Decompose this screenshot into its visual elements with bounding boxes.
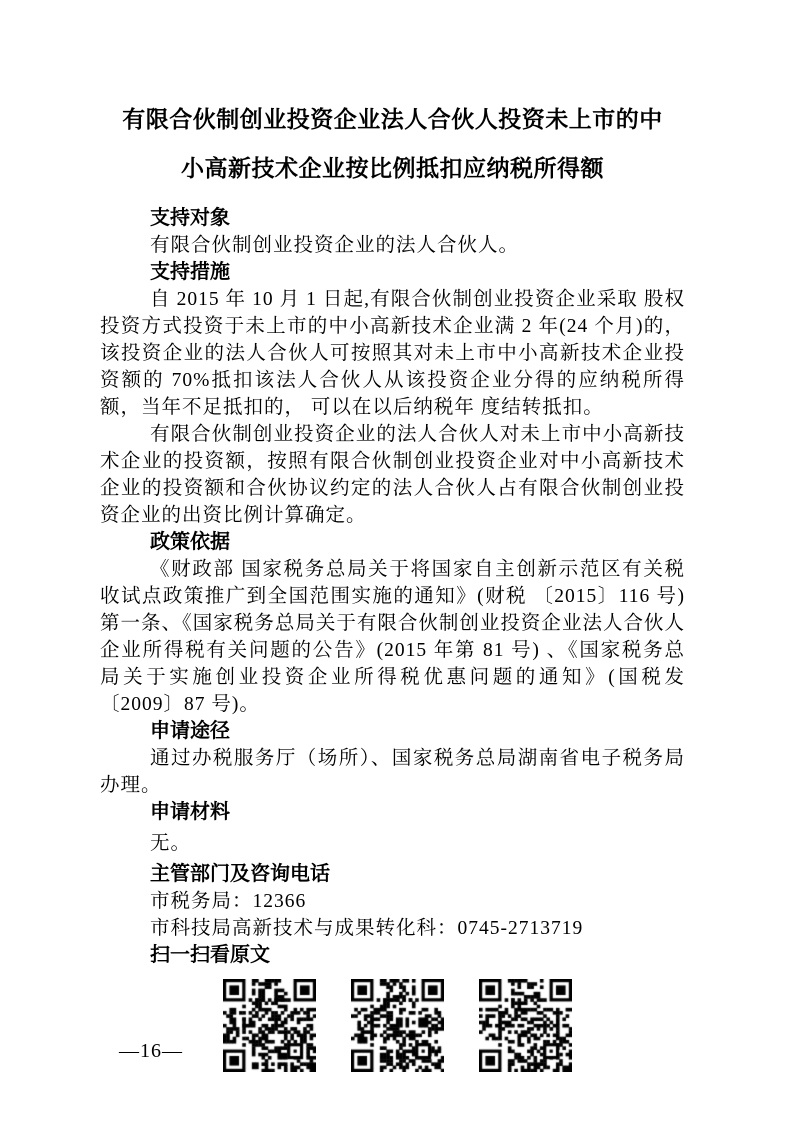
policy-basis-paragraph: 《财政部 国家税务总局关于将国家自主创新示范区有关税收试点政策推广到全国范围实施的通知》(财税 〔2015〕116 号)第一条、《国家税务总局关于有限合伙制创业投资企业法人合伙人企业所得税有关问题的公告》(2015 年第 81 号) 、《国家税务总局关于实施创业投资企业所得税优惠问题的通知》(国税发〔2009〕87 号)。 bbox=[100, 559, 685, 715]
section-header-application-channel: 申请途径 bbox=[150, 720, 230, 742]
support-measures-paragraph-2: 有限合伙制创业投资企业的法人合伙人对未上市中小高新技术企业的投资额，按照有限合伙制创业投资企业对中小高新技术企业的投资额和合伙协议约定的法人合伙人占有限合伙制创业投资企业的出资比例计算确定。 bbox=[100, 424, 685, 526]
support-target-body: 有限合伙制创业投资企业的法人合伙人。 bbox=[150, 235, 520, 256]
application-materials-body: 无。 bbox=[150, 833, 192, 854]
application-channel-body: 通过办税服务厅（场所）、国家税务总局湖南省电子税务局办理。 bbox=[100, 748, 685, 796]
section-header-support-target: 支持对象 bbox=[150, 207, 230, 229]
document-title bbox=[100, 95, 685, 193]
section-header-policy-basis: 政策依据 bbox=[150, 531, 230, 553]
page-number: —16— bbox=[119, 1040, 183, 1062]
section-header-application-materials: 申请材料 bbox=[150, 801, 230, 823]
document-title-line-1: 有限合伙制创业投资企业法人合伙人投资未上市的中 bbox=[122, 107, 663, 132]
document-title-line-2: 小高新技术企业按比例抵扣应纳税所得额 bbox=[181, 156, 604, 181]
section-header-scan-original: 扫一扫看原文 bbox=[150, 944, 270, 966]
section-header-departments: 主管部门及咨询电话 bbox=[150, 863, 330, 885]
qr-code-2 bbox=[351, 979, 444, 1072]
qr-code-1 bbox=[223, 979, 316, 1072]
support-measures-paragraph-1: 自 2015 年 10 月 1 日起,有限合伙制创业投资企业采取 股权投资方式投资于未上市的中小高新技术企业满 2 年(24 个月)的， 该投资企业的法人合伙人可按照其对未上市中小高新技术企业投资额的 70%抵扣该法人合伙人从该投资企业分得的应纳税所得额，当年不足抵扣的， 可以在以后纳税年 度结转抵扣。 bbox=[100, 289, 685, 418]
section-header-support-measures: 支持措施 bbox=[150, 261, 230, 283]
departments-science-bureau-line: 市科技局高新技术与成果转化科：0745-2713719 bbox=[150, 918, 584, 939]
qr-code-row bbox=[223, 979, 685, 1072]
departments-tax-bureau-line: 市税务局：12366 bbox=[150, 891, 307, 912]
qr-code-3 bbox=[479, 979, 572, 1072]
